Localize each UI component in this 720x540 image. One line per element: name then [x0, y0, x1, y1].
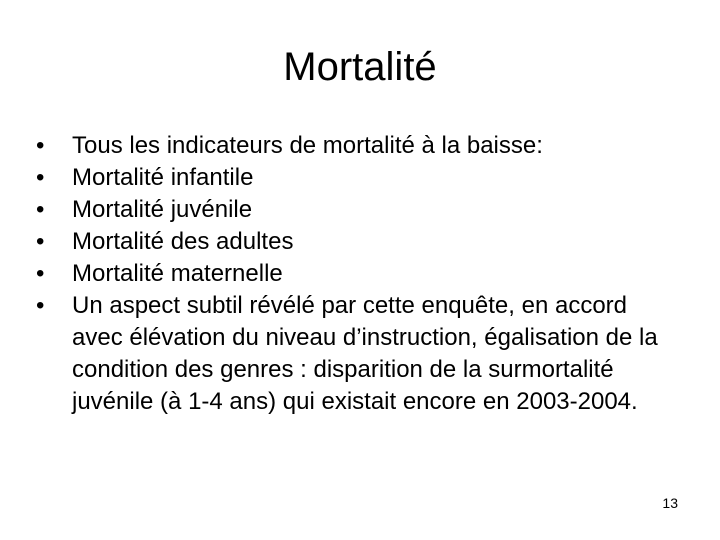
bullet-item — [36, 130, 676, 162]
bullet-item — [36, 162, 676, 194]
bullet-text: Un aspect subtil révélé par cette enquête, en accord avec élévation du niveau d’instruction, égalisation de la condition des genres : disparition de la surmortalité juvénile (à 1-4 ans) qui existait encore en 2003-2004. — [72, 292, 658, 415]
bullet-text: Mortalité infantile — [72, 164, 254, 191]
slide-title: Mortalité — [283, 45, 437, 89]
bullet-text: Mortalité maternelle — [72, 260, 283, 287]
bullet-marker: • — [36, 260, 45, 287]
bullet-text: Mortalité des adultes — [72, 228, 294, 255]
bullet-item — [36, 226, 676, 258]
bullet-marker: • — [36, 228, 45, 255]
bullet-marker: • — [36, 132, 45, 159]
bullet-item — [36, 194, 676, 226]
bullet-text: Mortalité juvénile — [72, 196, 253, 223]
bullet-marker: • — [36, 292, 45, 319]
page-number: 13 — [662, 495, 678, 511]
bullet-item — [36, 290, 676, 418]
bullet-marker: • — [36, 196, 45, 223]
bullet-text: Tous les indicateurs de mortalité à la baisse: — [72, 132, 543, 159]
bullet-marker: • — [36, 164, 45, 191]
bullet-list — [36, 130, 676, 418]
bullet-item — [36, 258, 676, 290]
